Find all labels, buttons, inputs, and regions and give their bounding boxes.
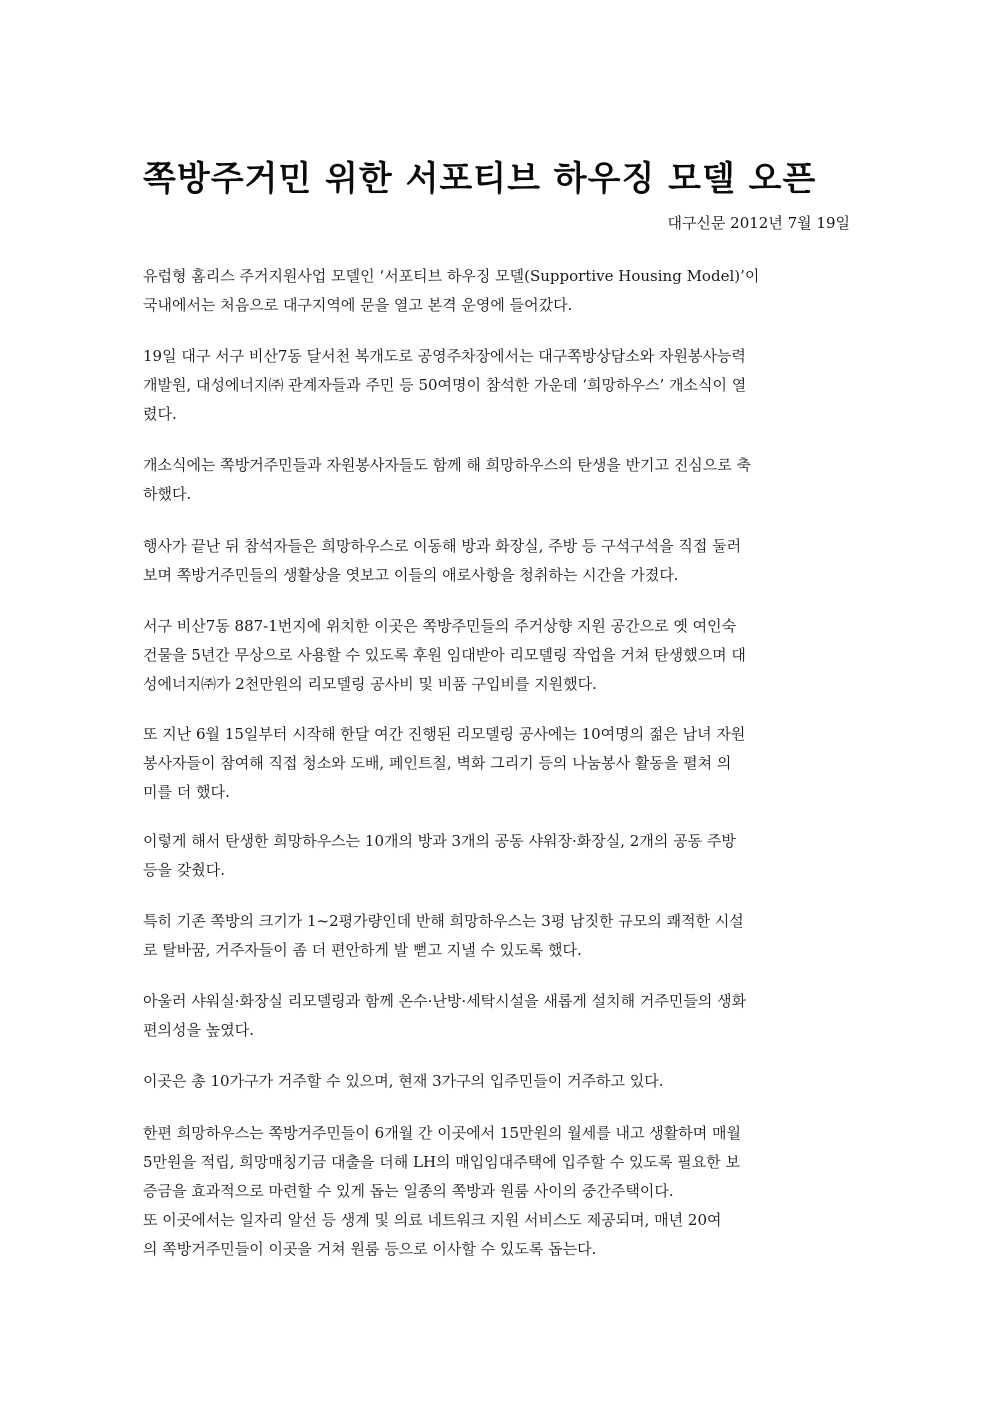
- paragraph-3: [143, 451, 850, 509]
- paragraph-line: 로 탈바꿈, 거주자들이 좀 더 편안하게 발 뻗고 지낼 수 있도록 했다.: [143, 941, 582, 959]
- paragraph-5: [143, 612, 850, 699]
- paragraph-line: 증금을 효과적으로 마련할 수 있게 돕는 일종의 쪽방과 원룸 사이의 중간주택이다.: [143, 1182, 674, 1200]
- paragraph-line: 등을 갖췄다.: [143, 861, 225, 879]
- paragraph-line: 5만원을 적립, 희망매칭기금 대출을 더해 LH의 매입임대주택에 입주할 수 있도록 필요한 보: [143, 1153, 740, 1171]
- paragraph-line: 의 쪽방거주민들이 이곳을 거쳐 원룸 등으로 이사할 수 있도록 돕는다.: [143, 1240, 597, 1258]
- paragraph-line: 건물을 5년간 무상으로 사용할 수 있도록 후원 임대받아 리모델링 작업을 거쳐 탄생했으며 대: [143, 646, 746, 664]
- paragraph-line: 유럽형 홈리스 주거지원사업 모델인 ‘서포티브 하우징 모델(Supportive Housing Model)’이: [143, 267, 760, 285]
- paragraph-line: 국내에서는 처음으로 대구지역에 문을 열고 본격 운영에 들어갔다.: [143, 296, 573, 314]
- paragraph-4: [143, 532, 850, 590]
- paragraph-6: [143, 720, 850, 807]
- paragraph-line: 또 지난 6월 15일부터 시작해 한달 여간 진행된 리모델링 공사에는 10여명의 젊은 남녀 자원: [143, 725, 746, 743]
- paragraph-11: [143, 1119, 850, 1264]
- paragraph-line: 특히 기존 쪽방의 크기가 1~2평가량인데 반해 희망하우스는 3평 남짓한 규모의 쾌적한 시설: [143, 912, 744, 930]
- paragraph-1: [143, 262, 850, 320]
- paragraph-line: 또 이곳에서는 일자리 알선 등 생계 및 의료 네트워크 지원 서비스도 제공되며, 매년 20여: [143, 1211, 722, 1229]
- paragraph-line: 미를 더 했다.: [143, 783, 230, 801]
- paragraph-line: 렸다.: [143, 405, 177, 423]
- paragraph-line: 서구 비산7동 887-1번지에 위치한 이곳은 쪽방주민들의 주거상향 지원 공간으로 옛 여인숙: [143, 617, 737, 635]
- paragraph-line: 개발원, 대성에너지㈜ 관계자들과 주민 등 50여명이 참석한 가운데 ‘희망하우스’ 개소식이 열: [143, 376, 747, 394]
- paragraph-line: 이곳은 총 10가구가 거주할 수 있으며, 현재 3가구의 입주민들이 거주하고 있다.: [143, 1072, 664, 1090]
- paragraph-line: 하했다.: [143, 485, 192, 503]
- paragraph-line: 봉사자들이 참여해 직접 청소와 도배, 페인트칠, 벽화 그리기 등의 나눔봉사 활동을 펼쳐 의: [143, 754, 732, 772]
- paragraph-9: [143, 987, 850, 1045]
- paragraph-10: [143, 1067, 850, 1096]
- paragraph-line: 성에너지㈜가 2천만원의 리모델링 공사비 및 비품 구입비를 지원했다.: [143, 675, 597, 693]
- paragraph-8: [143, 907, 850, 965]
- paragraph-line: 개소식에는 쪽방거주민들과 자원봉사자들도 함께 해 희망하우스의 탄생을 반기고 진심으로 축: [143, 456, 752, 474]
- article-byline: 대구신문 2012년 7월 19일: [667, 214, 850, 232]
- paragraph-line: 보며 쪽방거주민들의 생활상을 엿보고 이들의 애로사항을 청취하는 시간을 가졌다.: [143, 566, 679, 584]
- paragraph-line: 한편 희망하우스는 쪽방거주민들이 6개월 간 이곳에서 15만원의 월세를 내고 생활하며 매월: [143, 1124, 741, 1142]
- paragraph-line: 행사가 끝난 뒤 참석자들은 희망하우스로 이동해 방과 화장실, 주방 등 구석구석을 직접 둘러: [143, 537, 742, 555]
- paragraph-line: 아울러 샤워실·화장실 리모델링과 함께 온수·난방·세탁시설을 새롭게 설치해 거주민들의 생화: [143, 992, 747, 1010]
- paragraph-line: 편의성을 높였다.: [143, 1021, 254, 1039]
- paragraph-line: 19일 대구 서구 비산7동 달서천 복개도로 공영주차장에서는 대구쪽방상담소와 자원봉사능력: [143, 347, 746, 365]
- paragraph-line: 이렇게 해서 탄생한 희망하우스는 10개의 방과 3개의 공동 샤워장·화장실, 2개의 공동 주방: [143, 832, 736, 850]
- article-title: 쪽방주거민 위한 서포티브 하우징 모델 오픈: [143, 159, 817, 199]
- paragraph-2: [143, 342, 850, 429]
- paragraph-7: [143, 827, 850, 885]
